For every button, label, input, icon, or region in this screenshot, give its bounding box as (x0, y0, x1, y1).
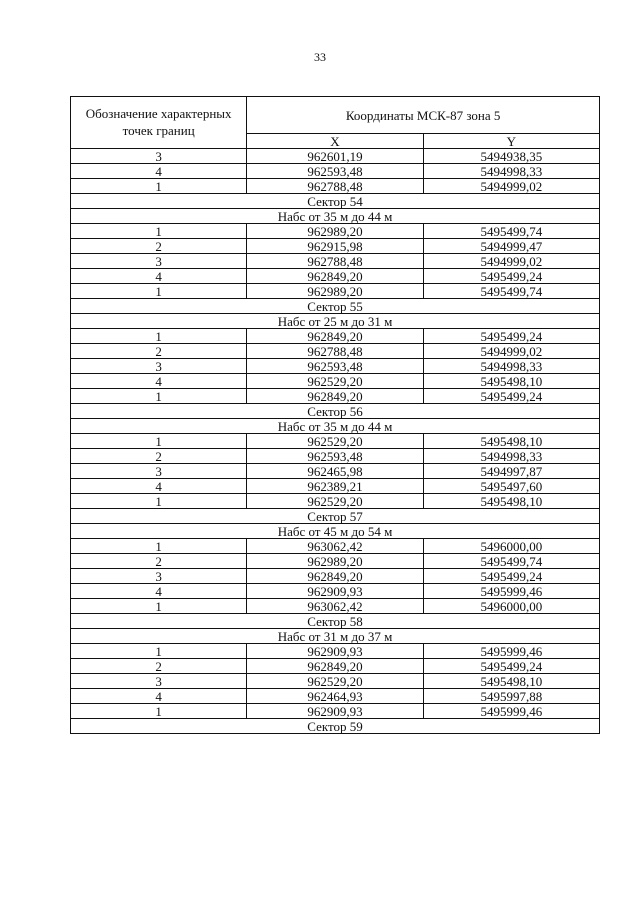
x-cell: 962389,21 (247, 479, 423, 494)
x-cell: 962593,48 (247, 359, 423, 374)
y-cell: 5495499,74 (423, 554, 599, 569)
x-cell: 962464,93 (247, 689, 423, 704)
y-cell: 5495497,60 (423, 479, 599, 494)
point-cell: 3 (71, 464, 247, 479)
section-row (71, 629, 600, 644)
x-cell: 962849,20 (247, 659, 423, 674)
table-row (71, 149, 600, 164)
table-row (71, 389, 600, 404)
table-row (71, 269, 600, 284)
section-row (71, 524, 600, 539)
section-label: Сектор 59 (71, 719, 600, 734)
y-cell: 5494999,02 (423, 254, 599, 269)
y-cell: 5496000,00 (423, 599, 599, 614)
x-cell: 962915,98 (247, 239, 423, 254)
section-row (71, 614, 600, 629)
section-label: Набс от 45 м до 54 м (71, 524, 600, 539)
y-cell: 5494997,87 (423, 464, 599, 479)
point-cell: 1 (71, 284, 247, 299)
x-cell: 962529,20 (247, 494, 423, 509)
point-cell: 1 (71, 644, 247, 659)
y-cell: 5495999,46 (423, 644, 599, 659)
x-cell: 962989,20 (247, 224, 423, 239)
x-cell: 962849,20 (247, 329, 423, 344)
point-cell: 1 (71, 494, 247, 509)
table-row (71, 374, 600, 389)
coordinates-table (70, 96, 600, 734)
point-cell: 4 (71, 584, 247, 599)
x-cell: 962788,48 (247, 254, 423, 269)
table-row (71, 479, 600, 494)
point-cell: 1 (71, 539, 247, 554)
x-cell: 962849,20 (247, 389, 423, 404)
y-cell: 5495498,10 (423, 434, 599, 449)
x-cell: 962788,48 (247, 344, 423, 359)
x-cell: 962529,20 (247, 674, 423, 689)
point-cell: 4 (71, 479, 247, 494)
table-row (71, 344, 600, 359)
x-cell: 962849,20 (247, 569, 423, 584)
table-row (71, 434, 600, 449)
point-cell: 3 (71, 674, 247, 689)
table-row (71, 674, 600, 689)
y-cell: 5494999,47 (423, 239, 599, 254)
y-cell: 5495498,10 (423, 494, 599, 509)
y-cell: 5495499,74 (423, 284, 599, 299)
y-cell: 5495499,24 (423, 389, 599, 404)
y-cell: 5495997,88 (423, 689, 599, 704)
point-cell: 2 (71, 344, 247, 359)
section-label: Сектор 55 (71, 299, 600, 314)
table-row (71, 464, 600, 479)
table-row (71, 554, 600, 569)
y-cell: 5494938,35 (423, 149, 599, 164)
x-header: X (247, 134, 423, 149)
x-cell: 962529,20 (247, 434, 423, 449)
x-cell: 962909,93 (247, 704, 423, 719)
y-cell: 5495498,10 (423, 374, 599, 389)
y-cell: 5495499,24 (423, 269, 599, 284)
section-label: Сектор 56 (71, 404, 600, 419)
section-label: Набс от 35 м до 44 м (71, 419, 600, 434)
section-label: Набс от 25 м до 31 м (71, 314, 600, 329)
x-cell: 962593,48 (247, 164, 423, 179)
y-cell: 5495499,24 (423, 569, 599, 584)
table-row (71, 239, 600, 254)
table-row (71, 254, 600, 269)
y-cell: 5494999,02 (423, 344, 599, 359)
y-cell: 5495499,24 (423, 659, 599, 674)
page-number: 33 (314, 50, 326, 64)
table-row (71, 659, 600, 674)
y-header: Y (423, 134, 599, 149)
point-cell: 1 (71, 389, 247, 404)
section-row (71, 404, 600, 419)
table-header-row (71, 97, 600, 134)
x-cell: 962601,19 (247, 149, 423, 164)
x-cell: 962849,20 (247, 269, 423, 284)
section-row (71, 209, 600, 224)
table-row (71, 599, 600, 614)
section-label: Набс от 31 м до 37 м (71, 629, 600, 644)
y-cell: 5495498,10 (423, 674, 599, 689)
x-cell: 962909,93 (247, 584, 423, 599)
section-row (71, 719, 600, 734)
table-row (71, 359, 600, 374)
section-row (71, 314, 600, 329)
point-cell: 3 (71, 254, 247, 269)
point-cell: 1 (71, 704, 247, 719)
y-cell: 5494998,33 (423, 449, 599, 464)
x-cell: 962593,48 (247, 449, 423, 464)
point-cell: 2 (71, 449, 247, 464)
section-label: Сектор 54 (71, 194, 600, 209)
y-cell: 5494999,02 (423, 179, 599, 194)
point-cell: 3 (71, 149, 247, 164)
x-cell: 962788,48 (247, 179, 423, 194)
x-cell: 962465,98 (247, 464, 423, 479)
y-cell: 5495999,46 (423, 704, 599, 719)
y-cell: 5495499,74 (423, 224, 599, 239)
table-row (71, 539, 600, 554)
y-cell: 5496000,00 (423, 539, 599, 554)
x-cell: 963062,42 (247, 599, 423, 614)
y-cell: 5494998,33 (423, 164, 599, 179)
point-cell: 1 (71, 599, 247, 614)
table-row (71, 704, 600, 719)
table-row (71, 449, 600, 464)
table-row (71, 284, 600, 299)
point-cell: 4 (71, 689, 247, 704)
x-cell: 962989,20 (247, 554, 423, 569)
table-row (71, 329, 600, 344)
y-cell: 5495499,24 (423, 329, 599, 344)
point-cell: 2 (71, 554, 247, 569)
point-cell: 1 (71, 434, 247, 449)
section-label: Набс от 35 м до 44 м (71, 209, 600, 224)
point-cell: 2 (71, 659, 247, 674)
section-row (71, 509, 600, 524)
table-row (71, 179, 600, 194)
point-cell: 1 (71, 224, 247, 239)
table-row (71, 644, 600, 659)
table-row (71, 224, 600, 239)
designation-header: Обозначение характерных точек границ (71, 97, 247, 149)
table-row (71, 584, 600, 599)
section-label: Сектор 57 (71, 509, 600, 524)
point-cell: 4 (71, 374, 247, 389)
section-row (71, 299, 600, 314)
point-cell: 2 (71, 239, 247, 254)
x-cell: 962909,93 (247, 644, 423, 659)
table-row (71, 569, 600, 584)
section-row (71, 419, 600, 434)
x-cell: 962529,20 (247, 374, 423, 389)
table-row (71, 494, 600, 509)
point-cell: 1 (71, 329, 247, 344)
x-cell: 962989,20 (247, 284, 423, 299)
point-cell: 3 (71, 569, 247, 584)
table-body (71, 97, 600, 734)
point-cell: 3 (71, 359, 247, 374)
x-cell: 963062,42 (247, 539, 423, 554)
coordinates-header: Координаты МСК-87 зона 5 (247, 97, 600, 134)
y-cell: 5495999,46 (423, 584, 599, 599)
point-cell: 1 (71, 179, 247, 194)
point-cell: 4 (71, 164, 247, 179)
section-label: Сектор 58 (71, 614, 600, 629)
y-cell: 5494998,33 (423, 359, 599, 374)
table-row (71, 689, 600, 704)
section-row (71, 194, 600, 209)
table-row (71, 164, 600, 179)
point-cell: 4 (71, 269, 247, 284)
